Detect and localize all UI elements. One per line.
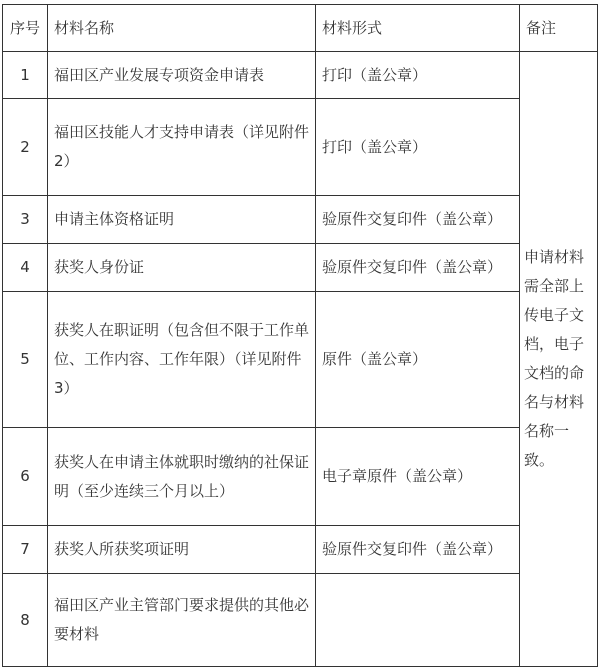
material-name: 获奖人身份证 <box>48 244 316 292</box>
material-form: 验原件交复印件（盖公章） <box>316 526 520 574</box>
header-form: 材料形式 <box>316 5 520 52</box>
material-form: 打印（盖公章） <box>316 99 520 196</box>
header-row <box>3 5 598 52</box>
row-number: 6 <box>3 428 48 526</box>
material-form: 验原件交复印件（盖公章） <box>316 244 520 292</box>
table-row <box>3 428 598 526</box>
row-number: 7 <box>3 526 48 574</box>
header-seq: 序号 <box>3 5 48 52</box>
row-number: 8 <box>3 574 48 667</box>
material-name: 获奖人在申请主体就职时缴纳的社保证明（至少连续三个月以上） <box>48 428 316 526</box>
material-name: 福田区技能人才支持申请表（详见附件2） <box>48 99 316 196</box>
material-form <box>316 574 520 667</box>
table-row <box>3 52 598 99</box>
material-name: 福田区产业主管部门要求提供的其他必要材料 <box>48 574 316 667</box>
material-name: 申请主体资格证明 <box>48 196 316 244</box>
row-number: 2 <box>3 99 48 196</box>
material-name: 获奖人所获奖项证明 <box>48 526 316 574</box>
material-form: 原件（盖公章） <box>316 292 520 428</box>
table-row <box>3 196 598 244</box>
material-form: 打印（盖公章） <box>316 52 520 99</box>
remark-cell: 申请材料需全部上传电子文档，电子文档的命名与材料名称一致。 <box>520 52 598 667</box>
table-row <box>3 292 598 428</box>
table-row <box>3 244 598 292</box>
row-number: 3 <box>3 196 48 244</box>
row-number: 1 <box>3 52 48 99</box>
row-number: 5 <box>3 292 48 428</box>
table-row <box>3 526 598 574</box>
row-number: 4 <box>3 244 48 292</box>
material-form: 电子章原件（盖公章） <box>316 428 520 526</box>
material-name: 获奖人在职证明（包含但不限于工作单位、工作内容、工作年限）（详见附件3） <box>48 292 316 428</box>
header-remark: 备注 <box>520 5 598 52</box>
table-row <box>3 574 598 667</box>
header-name: 材料名称 <box>48 5 316 52</box>
material-name: 福田区产业发展专项资金申请表 <box>48 52 316 99</box>
materials-table <box>2 4 598 667</box>
material-form: 验原件交复印件（盖公章） <box>316 196 520 244</box>
table-row <box>3 99 598 196</box>
